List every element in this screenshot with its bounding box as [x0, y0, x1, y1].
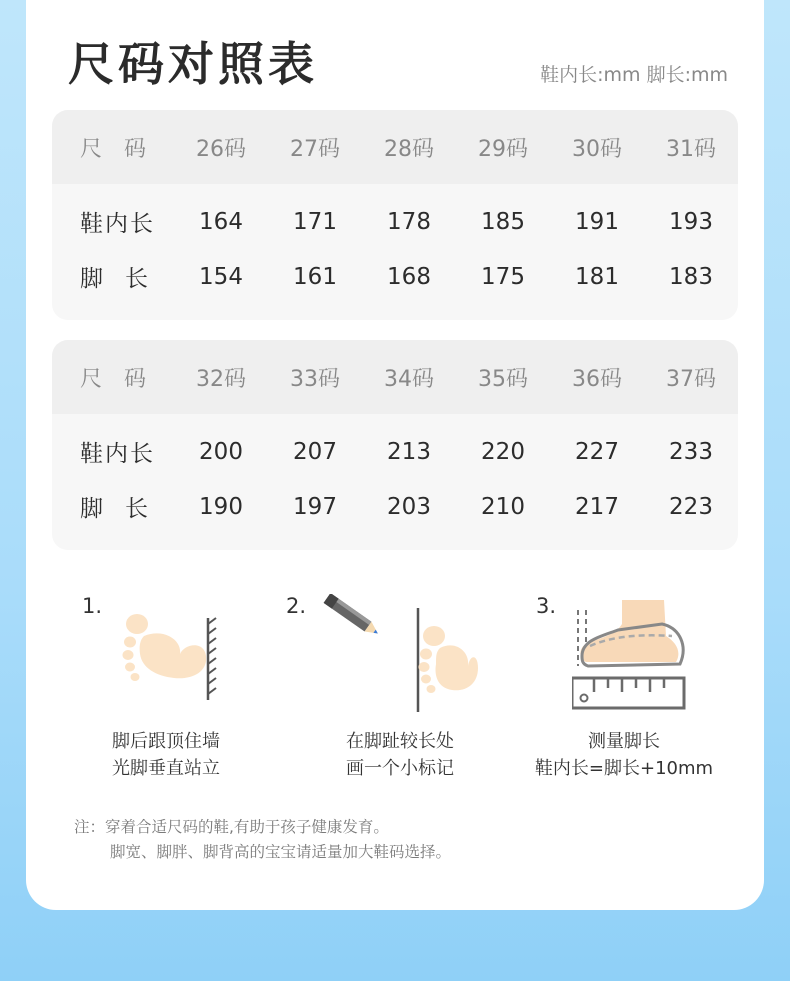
row-label: 鞋内长	[80, 441, 155, 467]
caption-line: 测量脚长	[588, 731, 660, 752]
size-table-1	[52, 110, 738, 320]
value-cell: 193	[669, 208, 713, 235]
value-cell: 223	[669, 493, 713, 520]
table-row	[52, 424, 738, 479]
value-cell: 210	[481, 493, 525, 520]
value-cell: 178	[387, 208, 431, 235]
caption-line: 脚后跟顶住墙	[112, 731, 220, 752]
size-cell: 26码	[196, 136, 246, 162]
caption-line: 光脚垂直站立	[112, 758, 220, 779]
size-cell: 32码	[196, 366, 246, 392]
page-title: 尺码对照表	[68, 37, 318, 91]
footnote-line: 注：穿着合适尺码的鞋,有助于孩子健康发育。	[74, 818, 389, 836]
table-row	[52, 479, 738, 534]
table-row	[52, 249, 738, 304]
value-cell: 164	[199, 208, 243, 235]
size-table-2	[52, 340, 738, 550]
value-cell: 200	[199, 438, 243, 465]
size-cell: 31码	[666, 136, 716, 162]
row-label: 脚长	[80, 496, 170, 522]
step-caption	[52, 728, 280, 782]
measure-steps	[52, 588, 738, 788]
value-cell: 197	[293, 493, 337, 520]
value-cell: 233	[669, 438, 713, 465]
table-header	[52, 340, 738, 414]
value-cell: 183	[669, 263, 713, 290]
step-1	[52, 588, 280, 788]
value-cell: 161	[293, 263, 337, 290]
step-2	[286, 588, 514, 788]
value-cell: 220	[481, 438, 525, 465]
step-caption	[286, 728, 514, 782]
table-row	[52, 194, 738, 249]
shoe-ruler-icon	[572, 596, 692, 716]
foot-against-wall-icon	[114, 610, 234, 704]
size-cell: 28码	[384, 136, 434, 162]
value-cell: 207	[293, 438, 337, 465]
footnote-line: 脚宽、脚胖、脚背高的宝宝请适量加大鞋码选择。	[110, 843, 452, 861]
value-cell: 213	[387, 438, 431, 465]
size-cell: 34码	[384, 366, 434, 392]
value-cell: 175	[481, 263, 525, 290]
row-label: 脚长	[80, 266, 170, 292]
size-cell: 33码	[290, 366, 340, 392]
table-header	[52, 110, 738, 184]
caption-line: 在脚趾较长处	[346, 731, 454, 752]
step-number: 3.	[536, 594, 557, 618]
size-cell: 35码	[478, 366, 528, 392]
value-cell: 191	[575, 208, 619, 235]
value-cell: 203	[387, 493, 431, 520]
value-cell: 154	[199, 263, 243, 290]
size-cell: 30码	[572, 136, 622, 162]
row-label: 鞋内长	[80, 211, 155, 237]
value-cell: 190	[199, 493, 243, 520]
value-cell: 227	[575, 438, 619, 465]
size-cell: 36码	[572, 366, 622, 392]
value-cell: 171	[293, 208, 337, 235]
value-cell: 185	[481, 208, 525, 235]
size-cell: 29码	[478, 136, 528, 162]
size-cell: 27码	[290, 136, 340, 162]
caption-line: 鞋内长=脚长+10mm	[534, 758, 714, 779]
footnote	[74, 815, 451, 865]
pencil-mark-icon	[320, 594, 480, 714]
caption-line: 画一个小标记	[346, 758, 454, 779]
header-label: 尺码	[80, 366, 169, 392]
value-cell: 217	[575, 493, 619, 520]
header-label: 尺码	[80, 136, 169, 162]
step-number: 1.	[82, 594, 103, 618]
unit-note: 鞋内长:mm 脚长:mm	[540, 64, 728, 86]
value-cell: 168	[387, 263, 431, 290]
step-number: 2.	[286, 594, 307, 618]
step-caption	[510, 728, 738, 782]
step-3	[510, 588, 738, 788]
size-cell: 37码	[666, 366, 716, 392]
value-cell: 181	[575, 263, 619, 290]
